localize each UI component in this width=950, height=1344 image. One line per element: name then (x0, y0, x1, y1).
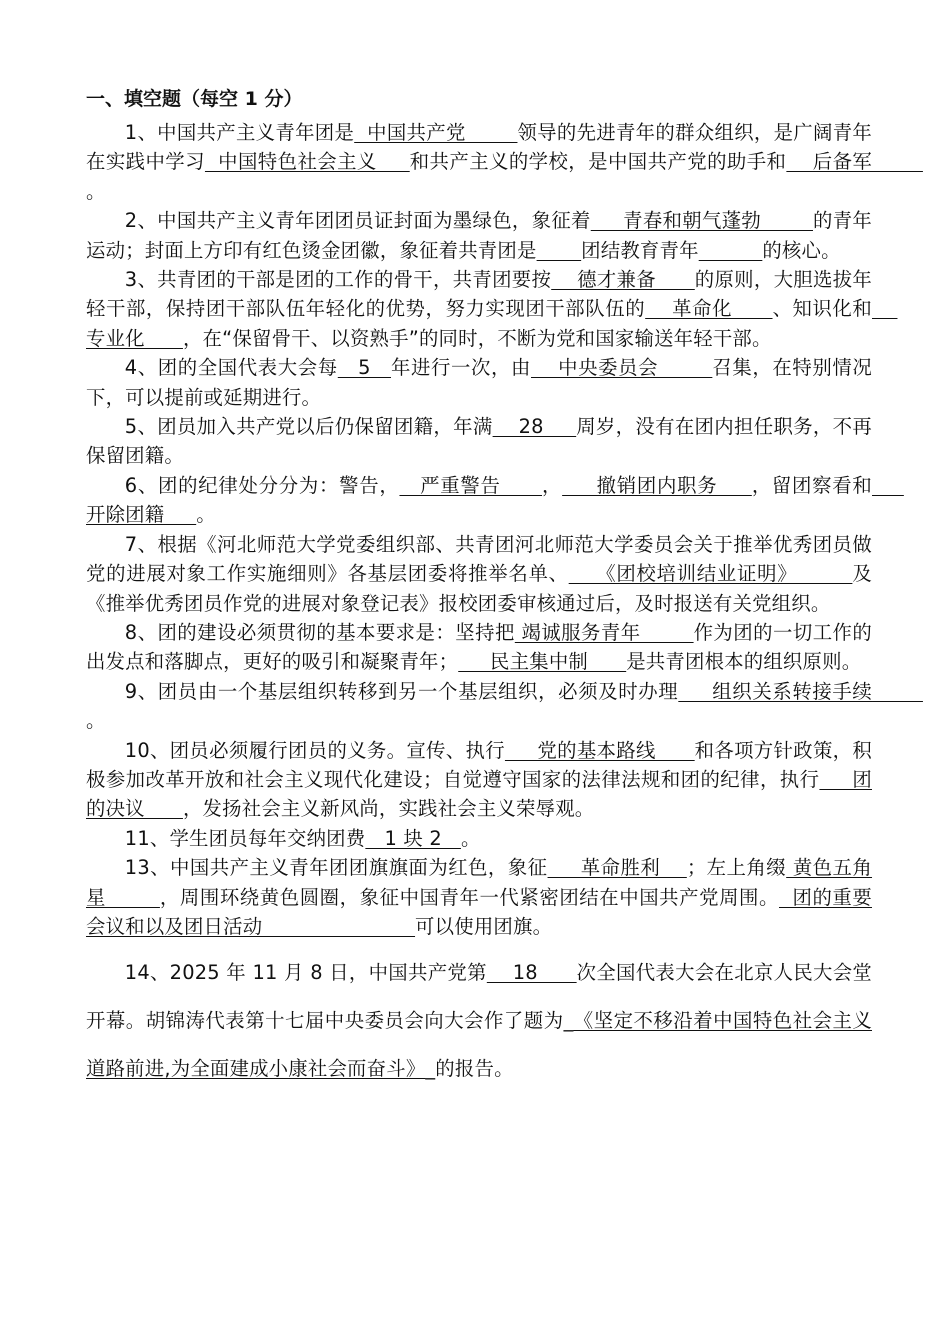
answer-blank: 后备军 (786, 150, 923, 174)
answer-blank: 团的决议 (86, 767, 872, 821)
question-list (86, 118, 923, 1093)
answer-blank: 竭诚服务青年 (514, 620, 694, 644)
question-text: 6、团的纪律处分分为：警告， (124, 473, 400, 497)
answer-blank: 革命化 (645, 297, 773, 321)
answer-blank: 中国共产党 (354, 121, 518, 144)
answer-blank: 青春和朝气蓬勃 (590, 209, 813, 233)
question-text: 的原则，大胆选拔年轻干部，保持团干部队伍年轻化的优势，努力实现团干部队伍的 (86, 268, 872, 321)
question-text: 、知识化和 (772, 297, 872, 321)
answer-blank: 开除团籍 (86, 473, 904, 527)
question-text: 9、团员由一个基层组织转移到另一个基层组织，必须及时办理 (124, 679, 679, 703)
question-text: 年进行一次，由 (390, 356, 532, 380)
question-item (86, 206, 872, 265)
answer-blank: 《团校培训结业证明》 (568, 562, 853, 586)
question-text: 。 (86, 179, 106, 203)
question-item (86, 677, 923, 736)
question-text: 可以使用团旗。 (415, 914, 553, 938)
question-text: _的报告。 (425, 1057, 514, 1081)
question-text: 召集，在特别情况下，可以提前或延期进行。 (86, 356, 872, 409)
question-text: ，周围环绕黄色圆圈，象征中国青年一代紧密团结在中国共产党周围。 (159, 885, 779, 909)
answer-blank: 18 (486, 961, 577, 985)
question-text: 和共产主义的学校，是中国共产党的助手和 (409, 150, 787, 174)
question-text: 团结教育青年 (581, 238, 699, 262)
answer-blank: 专业化 (86, 297, 898, 350)
answer-blank: 组织关系转接手续 (678, 679, 923, 703)
question-text: 13、中国共产主义青年团团旗旗面为红色，象征 (124, 856, 548, 880)
question-item (86, 949, 872, 1093)
answer-blank: 团的重要会议和以及团日活动 (86, 885, 872, 938)
question-item (86, 471, 904, 530)
question-text: 的青年运动；封面上方印有红色烫金团徽，象征着共青团是 (86, 209, 872, 262)
question-item (86, 736, 872, 824)
question-item (86, 618, 872, 677)
answer-blank: 党的基本路线 (504, 738, 695, 762)
question-text: 。 (86, 709, 106, 733)
answer-blank: 1 块 2 (365, 826, 461, 850)
question-item (86, 530, 872, 618)
question-text: 14、2025 年 11 月 8 日，中国共产党第 (124, 961, 487, 985)
worksheet-page (86, 84, 923, 1093)
question-text: 3、共青团的干部是团的工作的骨干，共青团要按 (124, 268, 552, 292)
question-text: 11、学生团员每年交纳团费 (124, 826, 366, 850)
question-item (86, 412, 872, 471)
question-text: 和各项方针政策，积极参加改革开放和社会主义现代化建设；自觉遵守国家的法律法规和团的纪律，执行 (86, 738, 872, 791)
question-text: 领导的先进青年的群众组织，是广阔青年在实践中学习 (86, 121, 873, 174)
question-text: 及《推举优秀团员作党的进展对象登记表》报校团委审核通过后，及时报送有关党组织。 (86, 562, 872, 615)
answer-blank (699, 239, 763, 262)
answer-blank: 《坚定不移沿着中国特色社会主义道路前进,为全面建成小康社会而奋斗》 (86, 1009, 872, 1081)
question-item (86, 265, 898, 353)
question-text: _ (563, 1009, 574, 1033)
question-text: 1、中国共产主义青年团是 (124, 121, 355, 144)
section-heading: 一、填空题（每空 1 分） (86, 88, 303, 110)
question-text: 作为团的一切工作的出发点和落脚点，更好的吸引和凝聚青年； (86, 620, 872, 674)
question-text: 8、团的建设必须贯彻的基本要求是：坚持把 (124, 620, 515, 644)
question-text: 7、根据《河北师范大学党委组织部、共青团河北师范大学委员会关于推举优秀团员做党的进展对象工作实施细则》各基层团委将推举名单、 (86, 532, 872, 586)
question-item (86, 824, 872, 853)
question-text: 周岁，没有在团内担任职务，不再保留团籍。 (86, 415, 872, 468)
question-text: 10、团员必须履行团员的义务。宣传、执行 (124, 738, 505, 762)
question-text: 4、团的全国代表大会每 (124, 356, 338, 380)
answer-blank: 中国特色社会主义 (204, 150, 410, 174)
question-item (86, 353, 872, 412)
question-text: 是共青团根本的组织原则。 (626, 650, 862, 674)
question-text: 的核心。 (762, 238, 841, 262)
question-text: 。 (196, 503, 216, 527)
answer-blank (537, 239, 582, 262)
question-text: ；左上角缀 (686, 856, 787, 880)
question-item (86, 118, 923, 206)
question-text: ， (542, 473, 563, 497)
question-text: ，发扬社会主义新风尚，实践社会主义荣辱观。 (182, 797, 595, 821)
answer-blank: 5 (337, 356, 391, 380)
answer-blank: 黄色五角星 (86, 856, 873, 909)
answer-blank: 中央委员会 (531, 356, 713, 380)
answer-blank: 革命胜利 (547, 856, 687, 880)
answer-blank: 严重警告 (399, 473, 542, 497)
answer-blank: 撤销团内职务 (562, 473, 752, 497)
question-text: 。 (460, 826, 481, 850)
question-text: 5、团员加入共产党以后仍保留团籍，年满 (124, 415, 493, 439)
answer-blank: 28 (492, 415, 577, 439)
question-item (86, 853, 872, 941)
question-text: 次全国代表大会在北京人民大会堂开幕。胡锦涛代表第十七届中央委员会向大会作了题为 (86, 961, 873, 1033)
question-text: ，在“保留骨干、以资熟手”的同时，不断为党和国家输送年轻干部。 (182, 326, 772, 350)
answer-blank: 民主集中制 (458, 650, 627, 674)
question-text: 2、中国共产主义青年团团员证封面为墨绿色，象征着 (124, 209, 591, 233)
question-text: ，留团察看和 (751, 473, 873, 497)
answer-blank: 德才兼备 (551, 268, 695, 292)
